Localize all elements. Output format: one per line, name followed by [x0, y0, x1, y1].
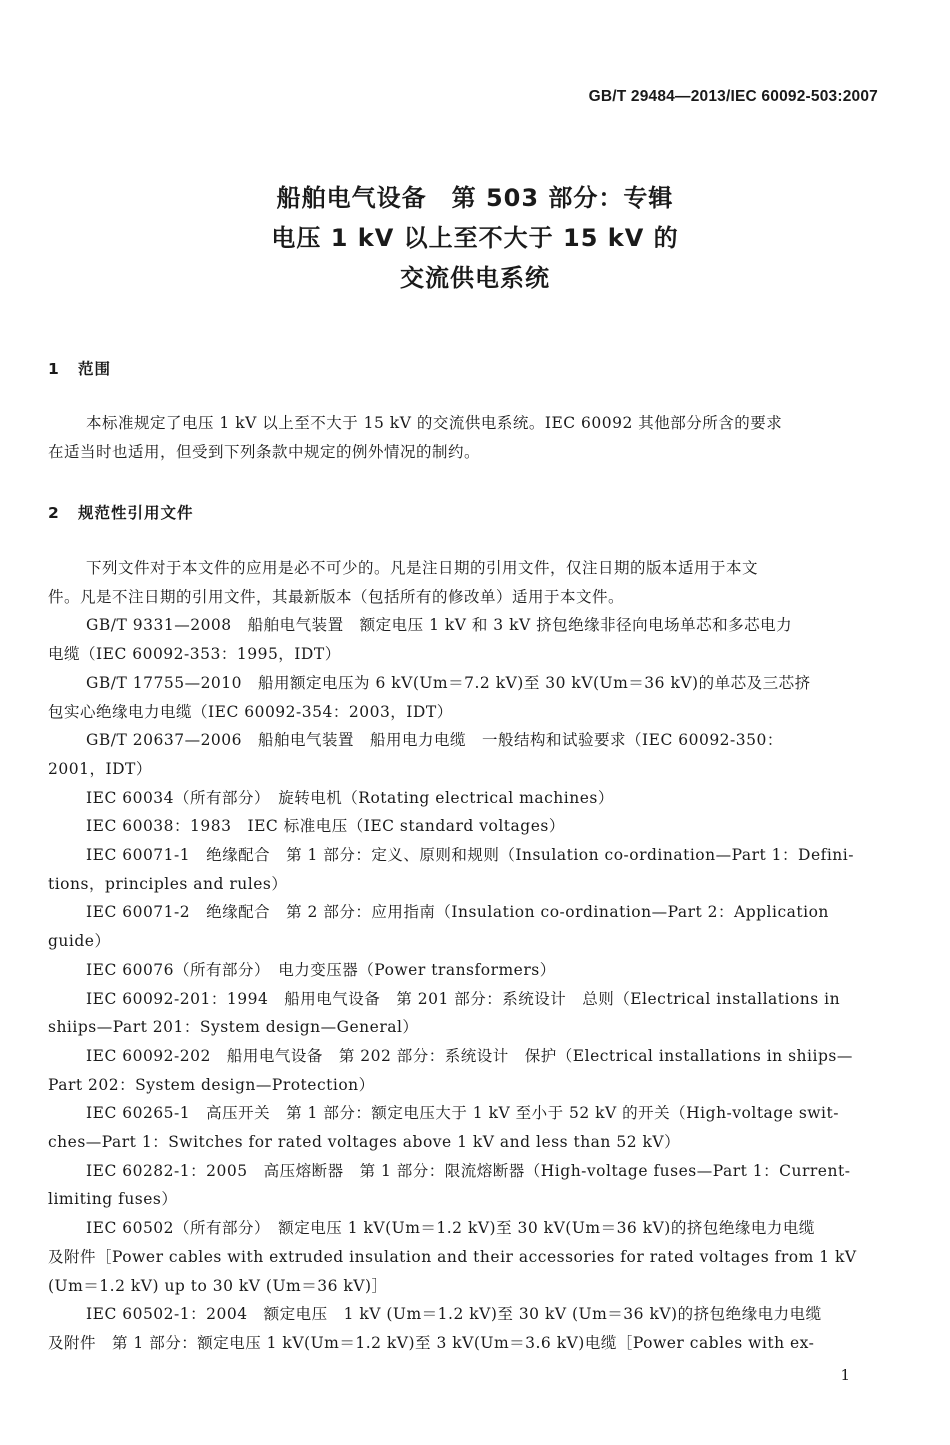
text-line: IEC 60076（所有部分） 电力变压器（Power transformers） — [86, 960, 556, 979]
reference-entry — [48, 1157, 877, 1214]
text-line: IEC 60502-1：2004 额定电压 1 kV (Um＝1.2 kV)至 30 kV (Um＝36 kV)的挤包绝缘电力电缆 — [86, 1305, 822, 1324]
scope-paragraph — [48, 409, 877, 466]
reference-entry — [48, 726, 877, 783]
text-line: GB/T 9331—2008 船舶电气装置 额定电压 1 kV 和 3 kV 挤包绝缘非径向电场单芯和多芯电力 — [86, 616, 793, 635]
section-title: 范围 — [78, 360, 112, 378]
text-line: 件。凡是不注日期的引用文件，其最新版本（包括所有的修改单）适用于本文件。 — [48, 587, 625, 606]
text-line: IEC 60502（所有部分） 额定电压 1 kV(Um＝1.2 kV)至 30 kV(Um＝36 kV)的挤包绝缘电力电缆 — [86, 1219, 815, 1238]
reference-entry — [48, 669, 877, 726]
reference-entry — [48, 611, 877, 668]
text-line: shiips—Part 201：System design—General） — [48, 1018, 419, 1037]
text-line: IEC 60092-202 船用电气设备 第 202 部分：系统设计 保护（Electrical installations in shiips— — [86, 1046, 853, 1065]
text-line: IEC 60071-2 绝缘配合 第 2 部分：应用指南（Insulation co-ordination—Part 2：Application — [86, 903, 829, 922]
text-line: (Um＝1.2 kV) up to 30 kV (Um＝36 kV)］ — [48, 1276, 388, 1295]
reference-entry — [48, 1214, 877, 1300]
title-line: 船舶电气设备 第 503 部分：专辑 — [276, 184, 674, 212]
text-line: Part 202：System design—Protection） — [48, 1075, 375, 1094]
text-line: IEC 60071-1 绝缘配合 第 1 部分：定义、原则和规则（Insulation co-ordination—Part 1：Defini- — [86, 846, 854, 865]
reference-entry — [48, 812, 877, 841]
reference-entry — [48, 985, 877, 1042]
text-line: guide） — [48, 932, 111, 951]
text-line: 包实心绝缘电力电缆（IEC 60092-354：2003，IDT） — [48, 702, 453, 721]
text-line: 下列文件对于本文件的应用是必不可少的。凡是注日期的引用文件，仅注日期的版本适用于本文 — [86, 559, 759, 577]
section-number: 2 — [48, 504, 60, 522]
text-line: 2001，IDT） — [48, 759, 152, 778]
text-line: 在适当时也适用，但受到下列条款中规定的例外情况的制约。 — [48, 442, 481, 461]
text-line: ches—Part 1：Switches for rated voltages above 1 kV and less than 52 kV） — [48, 1133, 681, 1152]
text-line: IEC 60092-201：1994 船用电气设备 第 201 部分：系统设计 总则（Electrical installations in — [86, 989, 841, 1008]
text-line: limiting fuses） — [48, 1190, 178, 1209]
standard-code-header: GB/T 29484—2013/IEC 60092-503:2007 — [588, 88, 878, 105]
text-line: IEC 60038：1983 IEC 标准电压（IEC standard voltages） — [86, 817, 565, 836]
text-line: tions，principles and rules） — [48, 874, 288, 893]
text-line: IEC 60265-1 高压开关 第 1 部分：额定电压大于 1 kV 至小于 52 kV 的开关（High-voltage swit- — [86, 1104, 839, 1123]
title-line: 电压 1 kV 以上至不大于 15 kV 的 — [271, 224, 679, 252]
text-line: 电缆（IEC 60092-353：1995，IDT） — [48, 645, 341, 664]
section-number: 1 — [48, 360, 60, 378]
title-line: 交流供电系统 — [400, 264, 550, 292]
text-line: IEC 60034（所有部分） 旋转电机（Rotating electrical machines） — [86, 788, 614, 807]
section-2-heading — [48, 501, 194, 523]
reference-entry — [48, 841, 877, 898]
page-number: 1 — [840, 1366, 850, 1384]
section-1-heading — [48, 357, 111, 379]
section-title: 规范性引用文件 — [78, 504, 194, 522]
reference-entry — [48, 1099, 877, 1156]
text-line: GB/T 17755—2010 船用额定电压为 6 kV(Um＝7.2 kV)至 30 kV(Um＝36 kV)的单芯及三芯挤 — [86, 673, 811, 692]
reference-entry — [48, 1042, 877, 1099]
text-line: IEC 60282-1：2005 高压熔断器 第 1 部分：限流熔断器（High-voltage fuses—Part 1：Current- — [86, 1161, 851, 1180]
text-line: 及附件［Power cables with extruded insulation and their accessories for rated voltages from 1 kV — [48, 1247, 857, 1266]
reference-entry — [48, 784, 877, 813]
text-line: 本标准规定了电压 1 kV 以上至不大于 15 kV 的交流供电系统。IEC 60092 其他部分所含的要求 — [86, 414, 783, 432]
text-line: GB/T 20637—2006 船舶电气装置 船用电力电缆 一般结构和试验要求（IEC 60092-350： — [86, 731, 783, 750]
reference-list — [48, 611, 877, 1357]
document-title — [0, 178, 950, 298]
reference-entry — [48, 956, 877, 985]
reference-entry — [48, 1300, 877, 1357]
normative-references-body — [48, 554, 877, 1358]
reference-entry — [48, 898, 877, 955]
text-line: 及附件 第 1 部分：额定电压 1 kV(Um＝1.2 kV)至 3 kV(Um＝3.6 kV)电缆［Power cables with ex- — [48, 1333, 815, 1352]
